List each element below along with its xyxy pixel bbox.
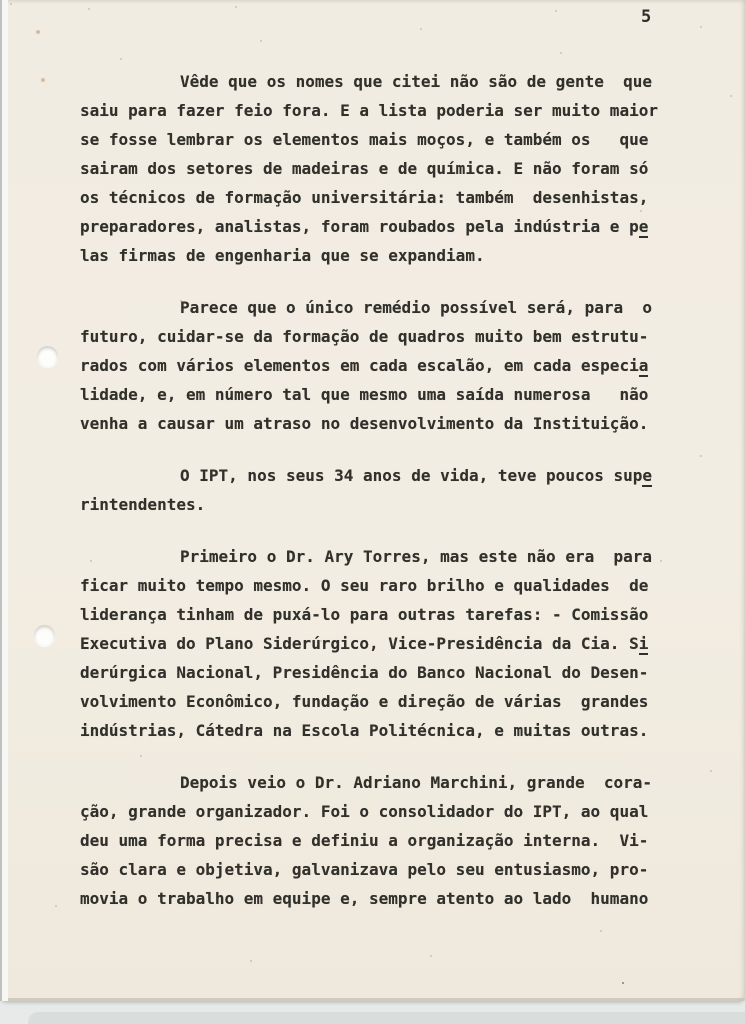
text-line: deu uma forma precisa e definiu a organização interna. Vi- [80, 831, 649, 850]
paragraph [80, 466, 700, 524]
text-line: venha a causar um atraso no desenvolvimento da Instituição. [80, 414, 649, 433]
text-line: volvimento Econômico, fundação e direção de várias grandes [80, 692, 649, 711]
text-line: são clara e objetiva, galvanizava pelo seu entusiasmo, pro- [80, 860, 649, 879]
paragraph [80, 773, 700, 918]
text-line: futuro, cuidar-se da formação de quadros muito bem estrutu- [80, 327, 649, 346]
paragraph [80, 547, 700, 750]
text-line: sairam dos setores de madeiras e de química. E não foram só [80, 159, 649, 178]
paper-bottom-edge [6, 998, 745, 1001]
text-line: ficar muito tempo mesmo. O seu raro brilho e qualidades de [80, 576, 649, 595]
scan-left-edge [0, 0, 2, 1001]
text-line: os técnicos de formação universitária: também desenhistas, [80, 188, 649, 207]
text-line: rintendentes. [80, 495, 206, 514]
text-line: Depois veio o Dr. Adriano Marchini, grande cora- [180, 773, 653, 792]
underlined-break-letter: i [638, 634, 649, 653]
scanner-background [28, 1012, 745, 1024]
text-line: derúrgica Nacional, Presidência do Banco Nacional do Desen- [80, 663, 649, 682]
text-line: preparadores, analistas, foram roubados pela indústria e pe [80, 217, 649, 236]
underlined-break-letter: e [638, 217, 649, 236]
document-text [80, 72, 700, 941]
text-line: Vêde que os nomes que citei não são de gente que [180, 72, 653, 91]
text-line: liderança tinham de puxá-lo para outras tarefas: - Comissão [80, 605, 649, 624]
text-line: Primeiro o Dr. Ary Torres, mas este não era para [180, 547, 653, 566]
text-line: rados com vários elementos em cada escalão, em cada especia [80, 356, 649, 375]
text-line: O IPT, nos seus 34 anos de vida, teve poucos supe [180, 466, 653, 485]
text-line: Executiva do Plano Siderúrgico, Vice-Presidência da Cia. Si [80, 634, 649, 653]
text-line: movia o trabalho em equipe e, sempre atento ao lado humano [80, 889, 649, 908]
text-line: ção, grande organizador. Foi o consolidador do IPT, ao qual [80, 802, 649, 821]
paragraph [80, 298, 700, 443]
text-line: las firmas de engenharia que se expandiam. [80, 246, 485, 265]
underlined-break-letter: e [642, 466, 653, 485]
text-line: saiu para fazer feio fora. E a lista poderia ser muito maior [80, 101, 658, 120]
hole-punch-bottom [34, 625, 55, 646]
text-line: lidade, e, em número tal que mesmo uma saída numerosa não [80, 385, 649, 404]
text-line: Parece que o único remédio possível será, para o [180, 298, 653, 317]
underlined-break-letter: a [638, 356, 649, 375]
paragraph [80, 72, 700, 275]
paper-left-edge-highlight [2, 0, 8, 1001]
text-line: se fosse lembrar os elementos mais moços, e também os que [80, 130, 649, 149]
page-number: 5 [641, 7, 652, 27]
hole-punch-top [37, 346, 58, 367]
text-line: indústrias, Cátedra na Escola Politécnica, e muitas outras. [80, 721, 649, 740]
